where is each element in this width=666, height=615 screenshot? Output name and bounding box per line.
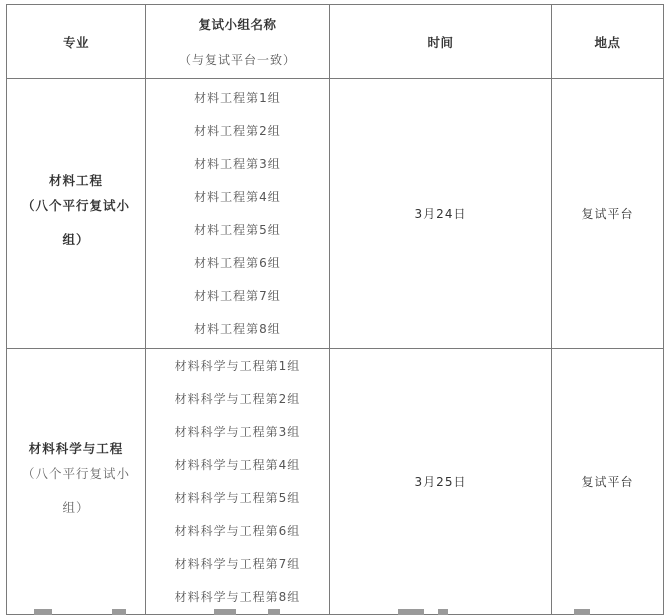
place-cell: 复试平台	[552, 349, 664, 615]
list-item: 材料工程第2组	[194, 123, 281, 138]
text-fragment	[34, 609, 52, 615]
text-fragment	[268, 609, 280, 615]
header-time-label: 时间	[427, 34, 454, 50]
header-place	[552, 5, 664, 79]
header-major	[7, 5, 146, 79]
text-fragment	[574, 609, 590, 615]
list-item: 材料工程第1组	[194, 90, 281, 105]
major-name: 材料工程	[48, 172, 103, 188]
text-fragment	[398, 609, 424, 615]
list-item: 材料工程第3组	[194, 156, 281, 171]
group-list-cell	[146, 79, 330, 349]
group-list	[146, 82, 329, 346]
list-item: 材料科学与工程第8组	[174, 589, 301, 604]
place-cell: 复试平台	[552, 79, 664, 349]
list-item: 材料工程第8组	[194, 321, 281, 336]
list-item: 材料科学与工程第6组	[174, 523, 301, 538]
header-group-name-note: （与复试平台一致）	[178, 53, 296, 67]
list-item: 材料科学与工程第7组	[174, 556, 301, 571]
table-row	[7, 79, 664, 349]
table-header-row	[7, 5, 664, 79]
interview-schedule-table	[6, 4, 664, 615]
list-item: 材料工程第4组	[194, 189, 281, 204]
major-note-line2: 组）	[62, 499, 90, 515]
table-row	[7, 349, 664, 615]
list-item: 材料科学与工程第1组	[174, 358, 301, 373]
header-place-label: 地点	[594, 34, 621, 50]
header-major-label: 专业	[62, 34, 89, 50]
major-note-line1: （八个平行复试小	[21, 197, 130, 213]
text-fragment	[214, 609, 236, 615]
group-list-cell	[146, 349, 330, 615]
time-cell: 3月25日	[330, 349, 552, 615]
list-item: 材料工程第7组	[194, 288, 281, 303]
major-name: 材料科学与工程	[28, 440, 124, 456]
text-fragment	[438, 609, 448, 615]
list-item: 材料工程第6组	[194, 255, 281, 270]
list-item: 材料科学与工程第5组	[174, 490, 301, 505]
group-list	[146, 350, 329, 614]
header-group-name	[146, 5, 330, 79]
list-item: 材料工程第5组	[194, 222, 281, 237]
major-note-line2: 组）	[62, 231, 90, 247]
text-fragment	[112, 609, 126, 615]
cut-off-next-row-text	[0, 609, 666, 615]
header-group-name-label: 复试小组名称	[198, 17, 277, 32]
list-item: 材料科学与工程第2组	[174, 391, 301, 406]
list-item: 材料科学与工程第3组	[174, 424, 301, 439]
list-item: 材料科学与工程第4组	[174, 457, 301, 472]
time-cell: 3月24日	[330, 79, 552, 349]
major-cell	[7, 349, 146, 615]
major-note-line1: （八个平行复试小	[21, 465, 130, 481]
major-cell	[7, 79, 146, 349]
header-time	[330, 5, 552, 79]
